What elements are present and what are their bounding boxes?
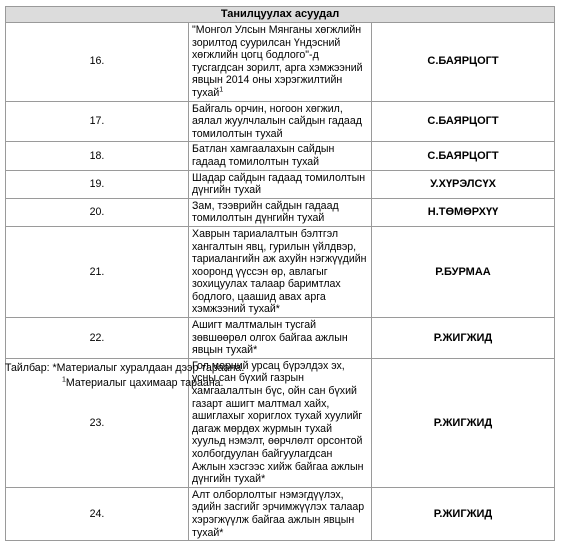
row-presenter: Р.ЖИГЖИД — [372, 358, 555, 487]
row-topic-text: Байгаль орчин, ногоон хөгжил, аялал жуулчлалын сайдын гадаад томилолтын тухай — [192, 102, 362, 140]
row-topic-text: Гол мөрний урсац бүрэлдэх эх, усны сан бүхий газрын хамгаалалтын бүс, ойн сан бүхий газарт ашигт малтмал хайх, ашиглахыг хориглох тухай хуулийг дагаж мөрдөх журмын тухай хуульд нэмэлт, өөрчлөлт орсонтой холбогдуулан байгуулагдсан Ажлын хэсгээс хийж байгаа ажлын дүнгийн тухай* — [192, 359, 364, 486]
row-presenter: С.БАЯРЦОГТ — [372, 101, 555, 142]
footnote-marker: 1 — [62, 376, 66, 384]
row-number: 23. — [6, 358, 189, 487]
row-number: 24. — [6, 487, 189, 540]
row-topic-text: Хаврын тариалалтын бэлтгэл хангалтын явц, гурилын үйлдвэр, тариалангийн аж ахуйн нэгжүүдийн хооронд үүссэн өр, авлагыг зохицуулах талаар баримтлах бодлого, цаашид авах арга хэмжээний тухай* — [192, 227, 367, 316]
row-topic-text: Шадар сайдын гадаад томилолтын дүнгийн тухай — [192, 171, 366, 197]
row-number: 18. — [6, 142, 189, 170]
table-row — [6, 487, 555, 540]
row-topic — [189, 170, 372, 198]
row-topic — [189, 142, 372, 170]
row-topic — [189, 23, 372, 102]
row-topic-text: "Монгол Улсын Мянганы хөгжлийн зорилтод суурилсан Үндэсний хөгжлийн цогц бодлого"-д тусгагдсан зорилт, арга хэмжээний явцын 2014 оны хэрэгжилтийн тухай — [192, 24, 363, 99]
row-topic — [189, 226, 372, 317]
row-number: 16. — [6, 23, 189, 102]
row-presenter: Р.ЖИГЖИД — [372, 487, 555, 540]
row-number: 17. — [6, 101, 189, 142]
row-topic-text: Зам, тээврийн сайдын гадаад томилолтын дүнгийн тухай — [192, 199, 339, 225]
footnote-asterisk: Тайлбар: *Материалыг хуралдаан дээр тараана. — [5, 362, 245, 374]
row-topic-text: Батлан хамгаалахын сайдын гадаад томилолтын тухай — [192, 143, 335, 168]
row-topic — [189, 101, 372, 142]
table-row — [6, 23, 555, 102]
row-presenter: С.БАЯРЦОГТ — [372, 142, 555, 170]
row-presenter: Р.ЖИГЖИД — [372, 318, 555, 359]
row-number: 22. — [6, 318, 189, 359]
row-presenter: Р.БУРМАА — [372, 226, 555, 317]
footnote-one-text: Материалыг цахимаар тараана. — [65, 377, 224, 389]
row-number: 21. — [6, 226, 189, 317]
row-topic-text: Алт олборлолтыг нэмэгдүүлэх, эдийн засгийг эрчимжүүлэх талаар хэрэгжүүлж байгаа ажлын явцын тухай* — [192, 488, 365, 539]
agenda-table — [5, 6, 555, 541]
row-topic — [189, 198, 372, 226]
table-row — [6, 170, 555, 198]
row-topic-footnote: 1 — [219, 86, 224, 94]
table-row — [6, 318, 555, 359]
row-presenter: Н.ТӨМӨРХҮҮ — [372, 198, 555, 226]
table-header: Танилцуулах асуудал — [6, 7, 555, 23]
table-row — [6, 198, 555, 226]
footnotes — [5, 361, 244, 391]
table-body — [6, 23, 555, 541]
row-number: 19. — [6, 170, 189, 198]
table-header-row — [6, 7, 555, 23]
row-topic-text: Ашигт малтмалын тусгай зөвшөөрөл олгох байгаа ажлын явцын тухай* — [192, 319, 348, 357]
row-topic — [189, 318, 372, 359]
row-presenter: У.ХҮРЭЛСҮХ — [372, 170, 555, 198]
row-presenter: С.БАЯРЦОГТ — [372, 23, 555, 102]
table-row — [6, 226, 555, 317]
table-row — [6, 101, 555, 142]
row-topic — [189, 487, 372, 540]
table-row — [6, 142, 555, 170]
row-number: 20. — [6, 198, 189, 226]
footnote-one — [5, 376, 244, 391]
